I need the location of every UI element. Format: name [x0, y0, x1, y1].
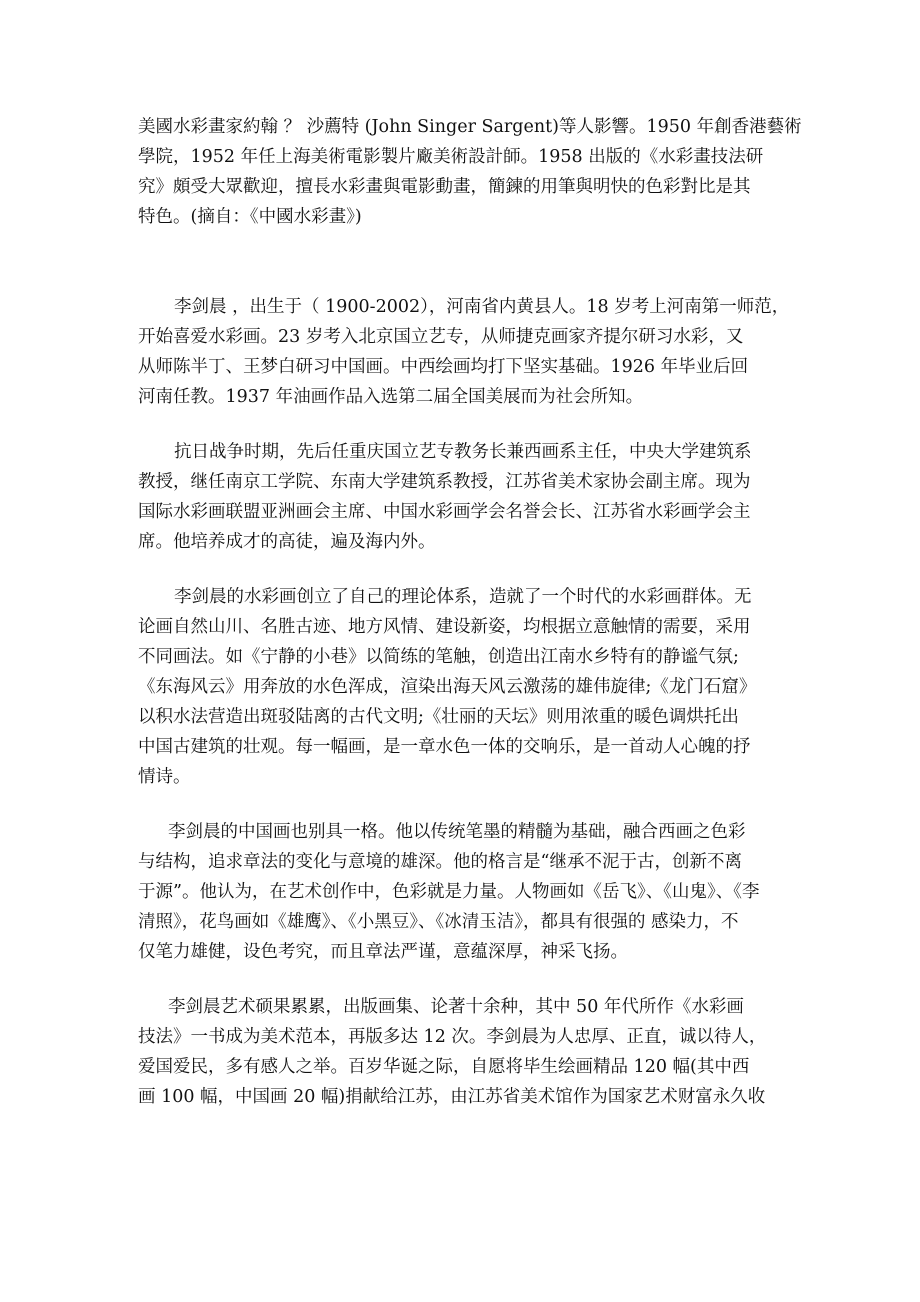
- text-line: 仅笔力雄健，设色考究，而且章法严谨，意蕴深厚，神采飞扬。: [138, 942, 628, 962]
- text-line: 特色。(摘自：《中國水彩畫》): [138, 207, 362, 227]
- paragraph-achievements: [138, 992, 802, 1112]
- text-line: 《东海风云》用奔放的水色浑成，渲染出海天风云激荡的雄伟旋律;《龙门石窟》: [138, 677, 757, 697]
- text-line: 画 100 幅，中国画 20 幅)捐献给江苏，由江苏省美术馆作为国家艺术财富永久收: [138, 1087, 766, 1107]
- text-line: 情诗。: [138, 767, 191, 787]
- paragraph-wartime-career: [138, 437, 802, 557]
- text-line: 學院，1952 年任上海美術電影製片廠美術設計師。1958 出版的《水彩畫技法研: [138, 147, 764, 167]
- text-line: 抗日战争时期，先后任重庆国立艺专教务长兼西画系主任，中央大学建筑系: [174, 442, 752, 462]
- paragraph-watercolor-theory: [138, 582, 802, 792]
- text-line: 论画自然山川、名胜古迹、地方风情、建设新姿，均根据立意触情的需要，采用: [138, 617, 751, 637]
- text-line: 以积水法营造出斑驳陆离的古代文明;《壮丽的天坛》则用浓重的暖色调烘托出: [138, 707, 739, 727]
- paragraph-sargent-bio: [138, 112, 802, 232]
- text-line: 从师陈半丁、王梦白研习中国画。中西绘画均打下坚实基础。1926 年毕业后回: [138, 357, 749, 377]
- text-line: 开始喜爱水彩画。23 岁考入北京国立艺专，从师捷克画家齐提尔研习水彩，又: [138, 327, 744, 347]
- text-line: 技法》一书成为美术范本，再版多达 12 次。李剑晨为人忠厚、正直，诚以待人，: [138, 1027, 767, 1047]
- text-line: 国际水彩画联盟亚洲画会主席、中国水彩画学会名誉会长、江苏省水彩画学会主: [138, 502, 751, 522]
- text-line: 中国古建筑的壮观。每一幅画，是一章水色一体的交响乐，是一首动人心魄的抒: [138, 737, 751, 757]
- text-line: 爱国爱民，多有感人之举。百岁华诞之际，自愿将毕生绘画精品 120 幅(其中西: [138, 1057, 750, 1077]
- text-line: 教授，继任南京工学院、东南大学建筑系教授，江苏省美术家协会副主席。现为: [138, 472, 751, 492]
- text-line: 席。他培养成才的高徒，遍及海内外。: [138, 532, 436, 552]
- text-line: 李剑晨 ，出生于（ 1900-2002），河南省内黄县人。18 岁考上河南第一师范，: [174, 297, 790, 317]
- text-line: 清照》，花鸟画如《雄鹰》、《小黑豆》、《冰清玉洁》，都具有很强的 感染力，不: [138, 912, 739, 932]
- text-line: 李剑晨艺术硕果累累，出版画集、论著十余种，其中 50 年代所作《水彩画: [168, 997, 744, 1017]
- text-line: 李剑晨的中国画也别具一格。他以传统笔墨的精髓为基础，融合西画之色彩: [168, 822, 746, 842]
- text-line: 究》頗受大眾歡迎，擅長水彩畫與電影動畫，簡鍊的用筆與明快的色彩對比是其: [138, 177, 751, 197]
- paragraph-li-jianchen-intro: [138, 292, 802, 412]
- text-line: 河南任教。1937 年油画作品入选第二届全国美展而为社会所知。: [138, 387, 644, 407]
- text-line: 李剑晨的水彩画创立了自己的理论体系，造就了一个时代的水彩画群体。无: [174, 587, 752, 607]
- text-line: 美國水彩畫家約翰 ？ 沙薦特 (John Singer Sargent)等人影響。1950 年創香港藝術: [138, 117, 802, 137]
- text-line: 于源”。他认为，在艺术创作中，色彩就是力量。人物画如《岳飞》、《山鬼》、《李: [138, 882, 760, 902]
- text-line: 不同画法。如《宁静的小巷》以简练的笔触，创造出江南水乡特有的静谧气氛;: [138, 647, 739, 667]
- paragraph-chinese-painting: [138, 817, 802, 967]
- text-line: 与结构，追求章法的变化与意境的雄深。他的格言是“继承不泥于古，创新不离: [138, 852, 742, 872]
